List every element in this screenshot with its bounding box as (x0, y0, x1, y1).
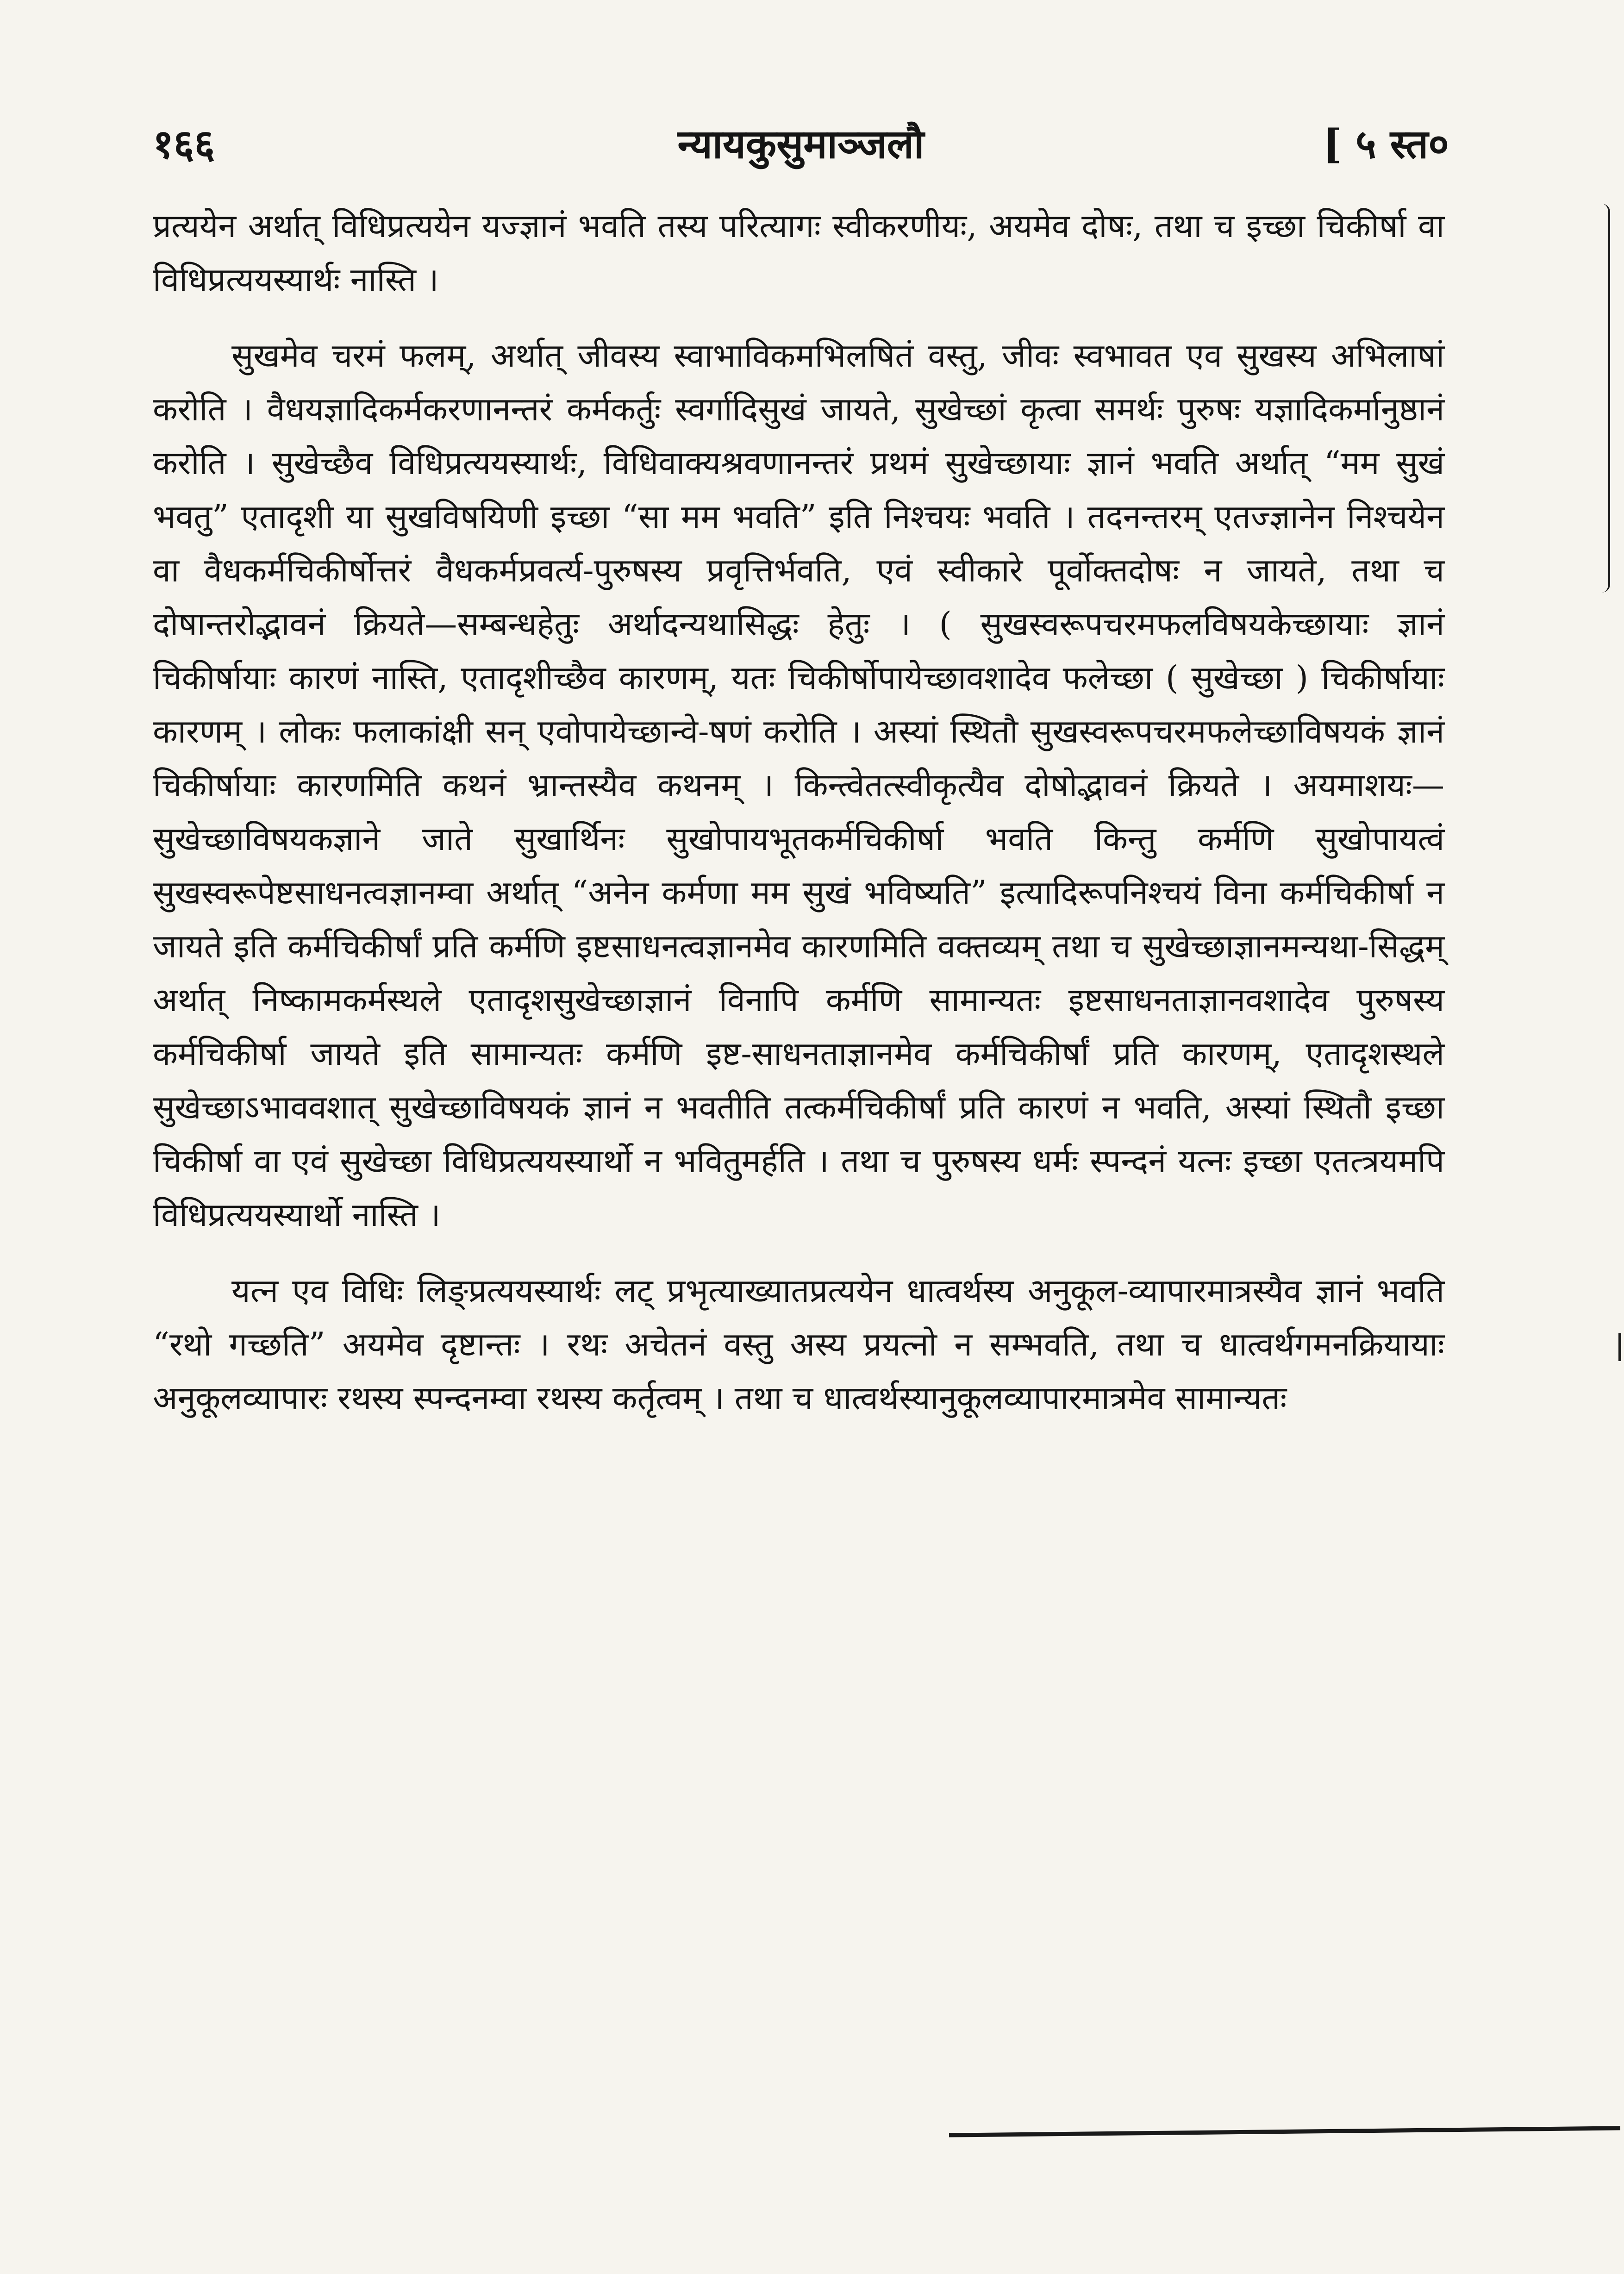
running-title: न्यायकुसुमाञ्जलौ (677, 121, 924, 168)
scan-edge-tick (1606, 1333, 1621, 1361)
bottom-rule (949, 2126, 1620, 2137)
paragraph-sukha: सुखमेव चरमं फलम्, अर्थात् जीवस्य स्वाभाविकमभिलषितं वस्तु, जीवः स्वभावत एव सुखस्य अभिलाषां करोति । वैधयज्ञादिकर्मकरणानन्तरं कर्मकर्तुः स्वर्गादिसुखं जायते, सुखेच्छां कृत्वा समर्थः पुरुषः यज्ञादिकर्मानुष्ठानं करोति । सुखेच्छैव विधिप्रत्ययस्यार्थः, विधिवाक्यश्रवणानन्तरं प्रथमं सुखेच्छायाः ज्ञानं भवति अर्थात् “मम सुखं भवतु” एतादृशी या सुखविषयिणी इच्छा “सा मम भवति” इति निश्चयः भवति । तदनन्तरम् एतज्ज्ञानेन निश्चयेन वा वैधकर्मचिकीर्षोत्तरं वैधकर्मप्रवर्त्य-पुरुषस्य प्रवृत्तिर्भवति, एवं स्वीकारे पूर्वोक्तदोषः न जायते, तथा च दोषान्तरोद्भावनं क्रियते—सम्बन्धहेतुः अर्थादन्यथासिद्धः हेतुः । ( सुखस्वरूपचरमफलविषयकेच्छायाः ज्ञानं चिकीर्षायाः कारणं नास्ति, एतादृशीच्छैव कारणम्, यतः चिकीर्षोपायेच्छावशादेव फलेच्छा ( सुखेच्छा ) चिकीर्षायाः कारणम् । लोकः फलाकांक्षी सन् एवोपायेच्छान्वे-षणं करोति । अस्यां स्थितौ सुखस्वरूपचरमफलेच्छाविषयकं ज्ञानं चिकीर्षायाः कारणमिति कथनं भ्रान्तस्यैव कथनम् । किन्त्वेतत्स्वीकृत्यैव दोषोद्भावनं क्रियते । अयमाशयः—सुखेच्छाविषयकज्ञाने जाते सुखार्थिनः सुखोपायभूतकर्मचिकीर्षा भवति किन्तु कर्मणि सुखोपायत्वं सुखस्वरूपेष्टसाधनत्वज्ञानम्वा अर्थात् “अनेन कर्मणा मम सुखं भविष्यति” इत्यादिरूपनिश्चयं विना कर्मचिकीर्षा न जायते इति कर्मचिकीर्षां प्रति कर्मणि इष्टसाधनत्वज्ञानमेव कारणमिति वक्तव्यम् तथा च सुखेच्छाज्ञानमन्यथा-सिद्धम् अर्थात् निष्कामकर्मस्थले एतादृशसुखेच्छाज्ञानं विनापि कर्मणि सामान्यतः इष्टसाधनताज्ञानवशादेव पुरुषस्य कर्मचिकीर्षा जायते इति सामान्यतः कर्मणि इष्ट-साधनताज्ञानमेव कर्मचिकीर्षां प्रति कारणम्, एतादृशस्थले सुखेच्छाऽभाववशात् सुखेच्छाविषयकं ज्ञानं न भवतीति तत्कर्मचिकीर्षां प्रति कारणं न भवति, अस्यां स्थितौ इच्छा चिकीर्षा वा एवं सुखेच्छा विधिप्रत्ययस्यार्थो न भवितुमर्हति । तथा च पुरुषस्य धर्मः स्पन्दनं यत्नः इच्छा एतत्त्रयमपि विधिप्रत्ययस्यार्थो नास्ति । (153, 337, 1444, 1234)
paragraph-yatna: यत्न एव विधिः लिङ्प्रत्ययस्यार्थः लट् प्रभृत्याख्यातप्रत्ययेन धात्वर्थस्य अनुकूल-व्यापारमात्रस्यैव ज्ञानं भवति “रथो गच्छति” अयमेव दृष्टान्तः । रथः अचेतनं वस्तु अस्य प्रयत्नो न सम्भवति, तथा च धात्वर्थगमनक्रियायाः अनुकूलव्यापारः रथस्य स्पन्दनम्वा रथस्य कर्तृत्वम् । तथा च धात्वर्थस्यानुकूलव्यापारमात्रमेव सामान्यतः (153, 1272, 1444, 1417)
body-text (153, 199, 1444, 1447)
paragraph-continuation: प्रत्ययेन अर्थात् विधिप्रत्ययेन यज्ज्ञानं भवति तस्य परित्यागः स्वीकरणीयः, अयमेव दोषः, तथा च इच्छा चिकीर्षा वा विधिप्रत्ययस्यार्थः नास्ति । (153, 207, 1444, 299)
page-number: १६६ (153, 121, 215, 168)
section-marker: [ ५ स्त० (1323, 121, 1449, 168)
scan-edge-mark (1602, 204, 1610, 593)
page-header (153, 116, 1449, 171)
